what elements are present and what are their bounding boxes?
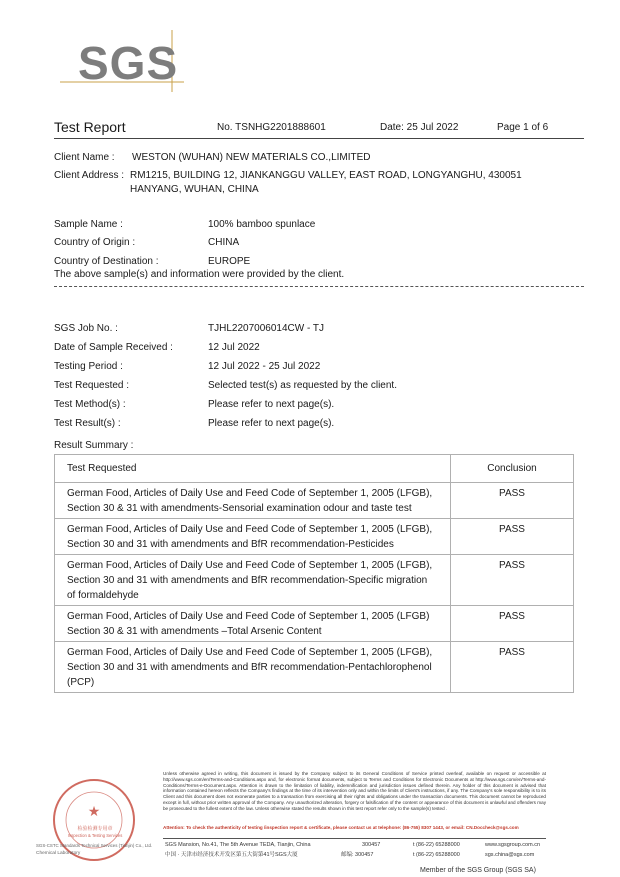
client-address-label: Client Address : xyxy=(54,170,125,181)
client-name-label: Client Name : xyxy=(54,152,115,163)
table-row xyxy=(55,519,574,555)
postcode-en: 300457 xyxy=(362,842,381,848)
test-requested-line: German Food, Articles of Daily Use and Feed Code of September 1, 2005 (LFGB), xyxy=(67,524,433,535)
methods-value: Please refer to next page(s). xyxy=(208,399,335,410)
svg-text:★: ★ xyxy=(87,804,101,820)
col-test-requested: Test Requested xyxy=(55,455,451,483)
test-requested-line: German Food, Articles of Daily Use and Feed Code of September 1, 2005 (LFGB) xyxy=(67,611,430,622)
test-requested-cell xyxy=(55,642,451,693)
sample-name-label: Sample Name : xyxy=(54,219,123,230)
footer-attention: Attention: To check the authenticity of testing /inspection report & certificate, please contact us at telephone: (86-755) 8307 1443, or email: CN.Doccheck@sgs.com xyxy=(163,825,519,830)
email: sgs.china@sgs.com xyxy=(485,852,535,858)
stamp-side-text2: Chemical Laboratory xyxy=(36,851,81,856)
client-name: WESTON (WUHAN) NEW MATERIALS CO.,LIMITED xyxy=(132,152,371,163)
client-address-line1: RM1215, BUILDING 12, JIANKANGGU VALLEY, EAST ROAD, LONGYANGHU, 430051 xyxy=(130,170,522,181)
report-date: Date: 25 Jul 2022 xyxy=(380,122,459,133)
test-requested-line: German Food, Articles of Daily Use and Feed Code of September 1, 2005 (LFGB), xyxy=(67,488,433,499)
postcode-cn: 邮编: 300457 xyxy=(341,852,374,858)
result-summary-label: Result Summary : xyxy=(54,440,134,451)
address-cn: 中国 · 天津市经济技术开发区第五大街第41号SGS大厦 xyxy=(165,852,298,858)
result-summary-table xyxy=(54,454,574,693)
conclusion-cell: PASS xyxy=(451,555,574,606)
member-note: Member of the SGS Group (SGS SA) xyxy=(420,867,536,874)
origin-label: Country of Origin : xyxy=(54,237,136,248)
requested-value: Selected test(s) as requested by the client. xyxy=(208,380,397,391)
sample-name: 100% bamboo spunlace xyxy=(208,219,316,230)
destination-value: EUROPE xyxy=(208,256,251,267)
received-label: Date of Sample Received : xyxy=(54,342,173,353)
test-requested-line: Section 30 and 31 with amendments and BfR recommendation-Specific migration xyxy=(67,575,428,586)
conclusion-cell: PASS xyxy=(451,519,574,555)
conclusion-cell: PASS xyxy=(451,642,574,693)
test-requested-line: (PCP) xyxy=(67,677,95,688)
table-row xyxy=(55,606,574,642)
conclusion-cell: PASS xyxy=(451,606,574,642)
origin-value: CHINA xyxy=(208,237,240,248)
requested-label: Test Requested : xyxy=(54,380,130,391)
test-requested-cell xyxy=(55,519,451,555)
footer-divider xyxy=(163,838,546,839)
test-requested-line: German Food, Articles of Daily Use and Feed Code of September 1, 2005 (LFGB), xyxy=(67,560,433,571)
website: www.sgsgroup.com.cn xyxy=(485,842,541,848)
test-requested-line: Section 30 and 31 with amendments and BfR recommendation-Pesticides xyxy=(67,539,394,550)
test-requested-line: Section 30 and 31 with amendments and BfR recommendation-Pentachlorophenol xyxy=(67,662,432,673)
provided-note: The above sample(s) and information were provided by the client. xyxy=(54,269,345,280)
test-requested-line: Section 30 & 31 with amendments –Total Arsenic Content xyxy=(67,626,322,637)
stamp-inner-text: 检验检测专用章 xyxy=(77,826,113,832)
page-indicator: Page 1 of 6 xyxy=(497,122,549,133)
address-en: SGS Mansion, No.41, The 5th Avenue TEDA, Tianjin, China xyxy=(165,842,311,848)
test-requested-cell xyxy=(55,483,451,519)
destination-label: Country of Destination : xyxy=(54,256,159,267)
received-date: 12 Jul 2022 xyxy=(208,342,260,353)
stamp-inner-en: Inspection & Testing Services xyxy=(67,833,123,838)
header-divider xyxy=(54,138,584,139)
test-requested-line: Section 30 & 31 with amendments-Sensorial examination odour and taste test xyxy=(67,503,412,514)
results-label: Test Result(s) : xyxy=(54,418,121,429)
test-requested-line: German Food, Articles of Daily Use and Feed Code of September 1, 2005 (LFGB), xyxy=(67,647,433,658)
client-address-line2: HANYANG, WUHAN, CHINA xyxy=(130,184,259,195)
testing-period: 12 Jul 2022 - 25 Jul 2022 xyxy=(208,361,321,372)
results-value: Please refer to next page(s). xyxy=(208,418,335,429)
table-header-row xyxy=(55,455,574,483)
phone-en: t (86-22) 65288000 xyxy=(413,842,460,848)
job-no: TJHL2207006014CW - TJ xyxy=(208,323,324,334)
test-requested-cell xyxy=(55,555,451,606)
test-requested-line: of formaldehyde xyxy=(67,590,139,601)
job-no-label: SGS Job No. : xyxy=(54,323,118,334)
test-requested-cell xyxy=(55,606,451,642)
period-label: Testing Period : xyxy=(54,361,123,372)
col-conclusion: Conclusion xyxy=(451,455,574,483)
report-number: No. TSNHG2201888601 xyxy=(217,122,326,133)
logo-text: SGS xyxy=(78,37,179,89)
table-row xyxy=(55,642,574,693)
footer-disclaimer: Unless otherwise agreed in writing, this document is issued by the Company subject to its General Conditions of Service printed overleaf, available on request or accessible at http://www.sgs.com/en/Terms-and-Conditions.aspx and, for electronic format documents, subject to Terms and Conditions for Electronic Documents at http://www.sgs.com/en/Terms-and-Conditions/Terms-e-Document.aspx. Attention is drawn to the limitation of liability, indemnification and jurisdiction issues defined therein. Any holder of this document is advised that information contained hereon reflects the Company's findings at the time of its intervention only and within the limits of Client's instructions, if any. The Company's sole responsibility is to its Client and this document does not exonerate parties to a transaction from exercising all their rights and obligations under the transaction documents. This document cannot be reproduced except in full, without prior written approval of the Company. Any unauthorized alteration, forgery or falsification of the content or appearance of this document is unlawful and offenders may be prosecuted to the fullest extent of the law. Unless otherwise stated the results shown in this test report refer only to the sample(s) tested . xyxy=(163,771,546,811)
dashed-divider xyxy=(54,286,584,287)
table-row xyxy=(55,555,574,606)
phone-cn: t (86-22) 65288000 xyxy=(413,852,460,858)
stamp-side-text: SGS-CSTC Standards Technical Services (Tianjin) Co., Ltd. xyxy=(36,843,153,848)
conclusion-cell: PASS xyxy=(451,483,574,519)
table-row xyxy=(55,483,574,519)
methods-label: Test Method(s) : xyxy=(54,399,126,410)
report-title: Test Report xyxy=(54,119,126,135)
